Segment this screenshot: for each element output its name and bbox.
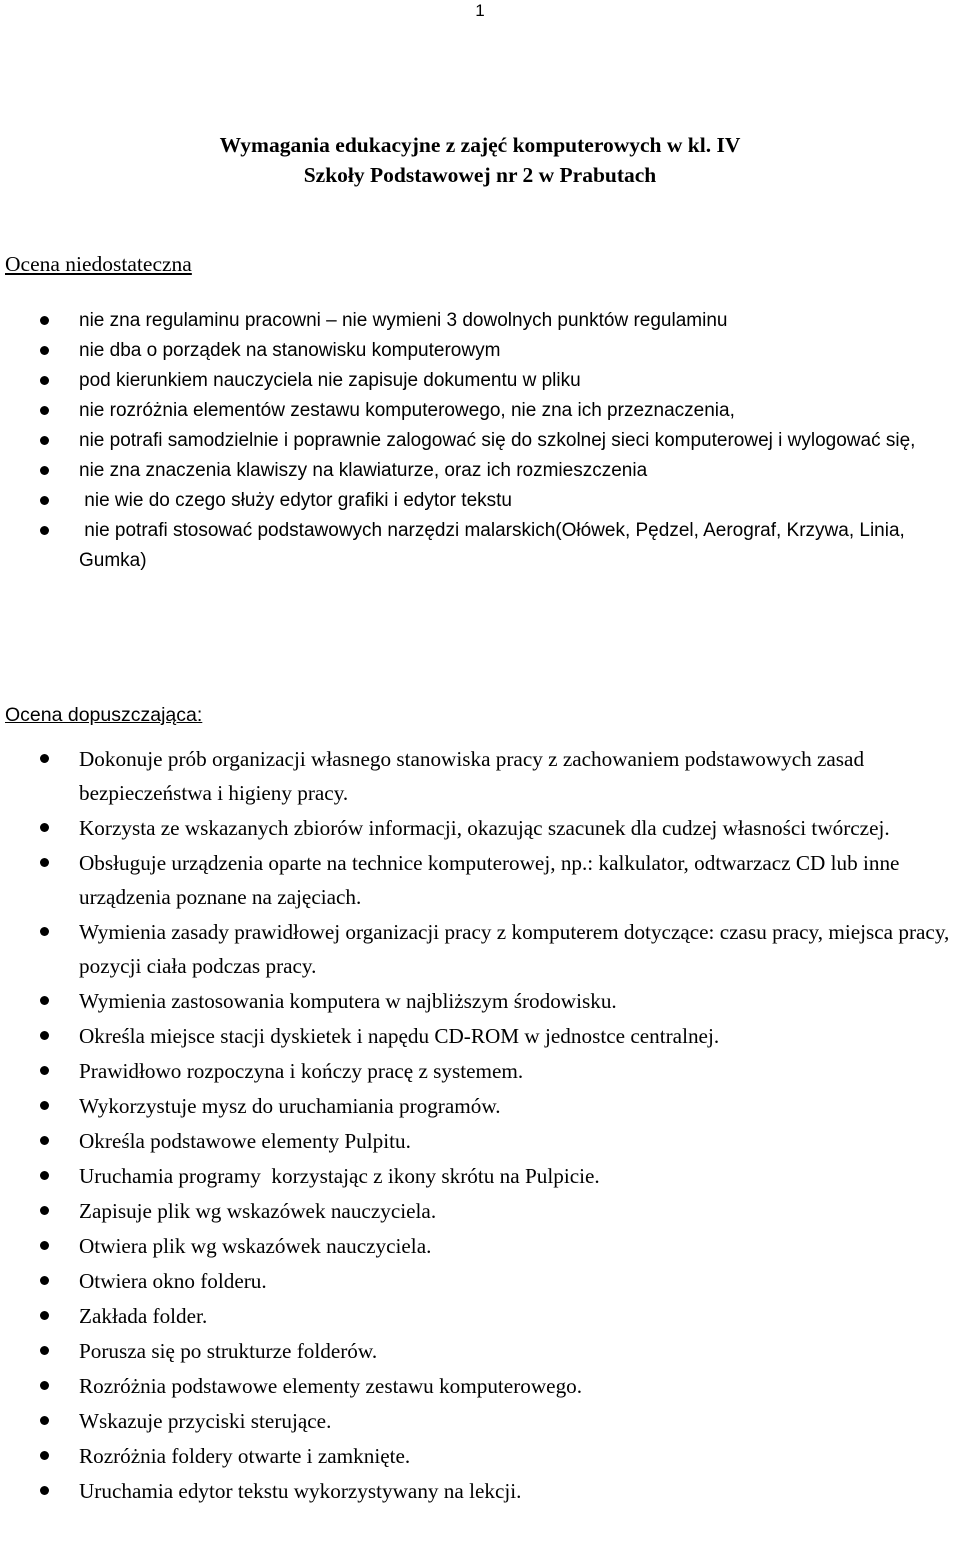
bullet-icon (40, 496, 49, 505)
list-item: Zapisuje plik wg wskazówek nauczyciela. (0, 1194, 960, 1228)
bullet-icon (40, 1311, 49, 1320)
list-item: Wymienia zasady prawidłowej organizacji pracy z komputerem dotyczące: czasu pracy, miejsca pracy, pozycji ciała podczas pracy. (0, 915, 960, 983)
title-line-2: Szkoły Podstawowej nr 2 w Prabutach (303, 163, 657, 187)
bullet-icon (40, 1241, 49, 1250)
bullet-icon (40, 436, 49, 445)
list-item: Wymienia zastosowania komputera w najbliższym środowisku. (0, 984, 960, 1018)
list-item: Prawidłowo rozpoczyna i kończy pracę z systemem. (0, 1054, 960, 1088)
bullet-icon (40, 1136, 49, 1145)
bullet-icon (40, 1101, 49, 1110)
list-item: Otwiera okno folderu. (0, 1264, 960, 1298)
list-item: Rozróżnia foldery otwarte i zamknięte. (0, 1439, 960, 1473)
list-item: Korzysta ze wskazanych zbiorów informacji, okazując szacunek dla cudzej własności twórczej. (0, 811, 960, 845)
bullet-icon (40, 1381, 49, 1390)
bullet-icon (40, 858, 49, 867)
list-item: Uruchamia edytor tekstu wykorzystywany na lekcji. (0, 1474, 960, 1508)
page-number: 1 (475, 1, 485, 20)
list-item: Określa miejsce stacji dyskietek i napędu CD-ROM w jednostce centralnej. (0, 1019, 960, 1053)
bullet-icon (40, 1486, 49, 1495)
list-item: Zakłada folder. (0, 1299, 960, 1333)
list-item: Wykorzystuje mysz do uruchamiania programów. (0, 1089, 960, 1123)
bullet-icon (40, 406, 49, 415)
bullet-icon (40, 526, 49, 535)
list-item: pod kierunkiem nauczyciela nie zapisuje dokumentu w pliku (0, 366, 960, 396)
list-item: nie zna znaczenia klawiszy na klawiaturze, oraz ich rozmieszczenia (0, 456, 960, 486)
list-item: Określa podstawowe elementy Pulpitu. (0, 1124, 960, 1158)
list-item: nie dba o porządek na stanowisku komputerowym (0, 336, 960, 366)
requirements-list-niedostateczna (0, 306, 960, 576)
list-item: Otwiera plik wg wskazówek nauczyciela. (0, 1229, 960, 1263)
list-item: nie rozróżnia elementów zestawu komputerowego, nie zna ich przeznaczenia, (0, 396, 960, 426)
list-item: nie zna regulaminu pracowni – nie wymieni 3 dowolnych punktów regulaminu (0, 306, 960, 336)
requirements-list-dopuszczajaca (0, 742, 960, 1509)
list-item: Obsługuje urządzenia oparte na technice komputerowej, np.: kalkulator, odtwarzacz CD lub inne urządzenia poznane na zajęciach. (0, 846, 960, 914)
list-item: Porusza się po strukturze folderów. (0, 1334, 960, 1368)
bullet-icon (40, 1276, 49, 1285)
bullet-icon (40, 1416, 49, 1425)
bullet-icon (40, 466, 49, 475)
list-item: nie wie do czego służy edytor grafiki i edytor tekstu (0, 486, 960, 516)
list-item: nie potrafi stosować podstawowych narzędzi malarskich(Ołówek, Pędzel, Aerograf, Krzywa, Linia, Gumka) (0, 516, 960, 576)
bullet-icon (40, 1066, 49, 1075)
section-heading-dopuszczajaca: Ocena dopuszczająca: (5, 704, 203, 726)
bullet-icon (40, 927, 49, 936)
list-item: Uruchamia programy korzystając z ikony skrótu na Pulpicie. (0, 1159, 960, 1193)
list-item: Rozróżnia podstawowe elementy zestawu komputerowego. (0, 1369, 960, 1403)
bullet-icon (40, 1031, 49, 1040)
bullet-icon (40, 316, 49, 325)
list-item: nie potrafi samodzielnie i poprawnie zalogować się do szkolnej sieci komputerowej i wylogować się, (0, 426, 960, 456)
bullet-icon (40, 1451, 49, 1460)
title-line-1: Wymagania edukacyjne z zajęć komputerowych w kl. IV (219, 133, 741, 157)
bullet-icon (40, 754, 49, 763)
document-title (0, 130, 960, 190)
bullet-icon (40, 346, 49, 355)
section-heading-niedostateczna: Ocena niedostateczna (5, 252, 192, 276)
bullet-icon (40, 996, 49, 1005)
bullet-icon (40, 1206, 49, 1215)
bullet-icon (40, 823, 49, 832)
bullet-icon (40, 376, 49, 385)
bullet-icon (40, 1171, 49, 1180)
list-item: Dokonuje prób organizacji własnego stanowiska pracy z zachowaniem podstawowych zasad bezpieczeństwa i higieny pracy. (0, 742, 960, 810)
bullet-icon (40, 1346, 49, 1355)
list-item: Wskazuje przyciski sterujące. (0, 1404, 960, 1438)
